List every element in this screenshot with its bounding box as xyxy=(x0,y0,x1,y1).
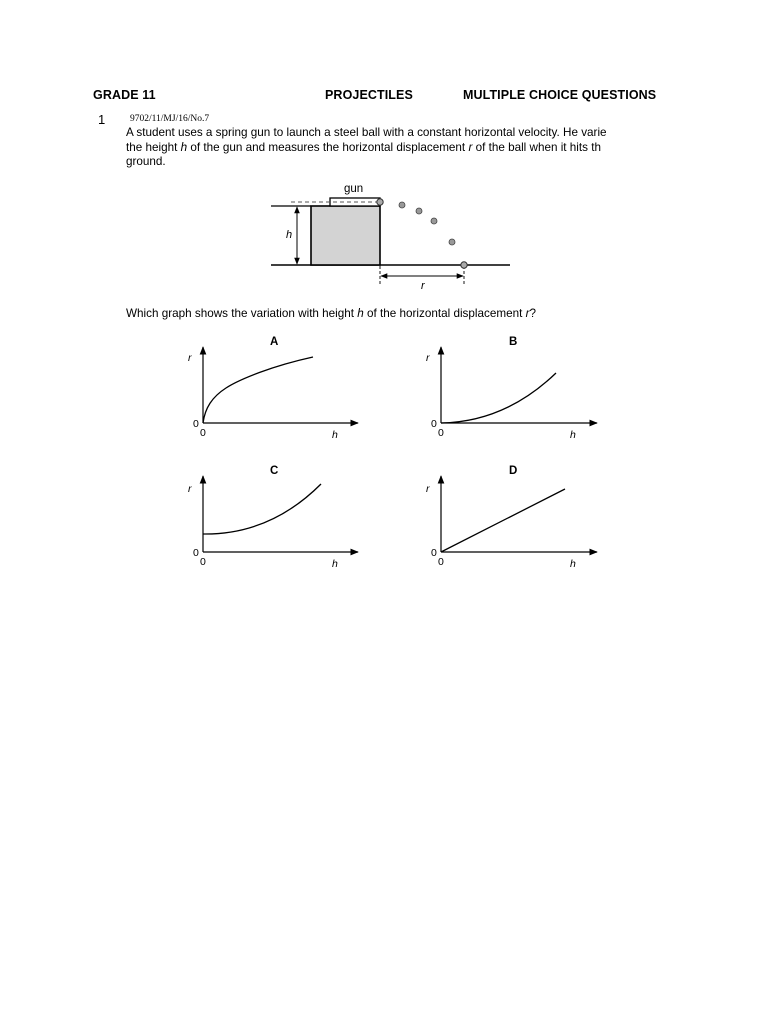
origin-y-label: 0 xyxy=(431,547,437,559)
ball-landing-position xyxy=(461,262,467,268)
ball-trajectory-point xyxy=(399,202,405,208)
origin-x-label: 0 xyxy=(438,556,444,568)
x-axis-label: h xyxy=(570,558,576,570)
origin-y-label: 0 xyxy=(193,418,199,430)
y-axis-label: r xyxy=(426,352,430,364)
height-variable: h xyxy=(180,140,188,154)
question-line-1-part: A student uses a spring gun to launch a steel ball with a constant horizontal velocity. He varie xyxy=(126,126,607,139)
ball-trajectory-point xyxy=(431,218,437,224)
y-axis-label: r xyxy=(188,352,192,364)
displacement-variable: r xyxy=(525,307,530,320)
curve-quadratic-with-intercept xyxy=(203,484,321,534)
question-number: 1 xyxy=(98,112,106,127)
ball-trajectory-point xyxy=(449,239,455,245)
header-type: MULTIPLE CHOICE QUESTIONS xyxy=(463,88,657,102)
origin-x-label: 0 xyxy=(200,556,206,568)
height-variable: h xyxy=(357,307,364,320)
table-block xyxy=(311,206,380,265)
ball-trajectory-point xyxy=(416,208,422,214)
x-axis-label: h xyxy=(332,429,338,441)
y-axis-label: r xyxy=(188,483,192,495)
question-line-3-part: ground. xyxy=(126,155,166,168)
question-line-2-part: of the ball when it hits th xyxy=(472,140,601,154)
question-line-2-part: of the gun and measures the horizontal displacement xyxy=(187,140,469,154)
prompt-part: of the horizontal displacement xyxy=(363,307,526,320)
ball-launch-position xyxy=(377,199,383,205)
x-axis-label: h xyxy=(570,429,576,441)
prompt-part: Which graph shows the variation with height xyxy=(126,307,358,320)
gun-label: gun xyxy=(344,183,364,195)
option-label-a: A xyxy=(270,336,279,348)
prompt-part: ? xyxy=(529,307,536,320)
curve-quadratic-from-origin xyxy=(441,373,556,423)
origin-y-label: 0 xyxy=(193,547,199,559)
range-label: r xyxy=(421,280,425,292)
y-axis-label: r xyxy=(426,483,430,495)
graph-option-c[interactable] xyxy=(188,465,358,570)
origin-y-label: 0 xyxy=(431,418,437,430)
height-label: h xyxy=(286,229,293,241)
graph-option-a[interactable] xyxy=(188,336,358,441)
spring-gun-diagram xyxy=(271,183,510,292)
option-label-c: C xyxy=(270,465,279,477)
curve-linear xyxy=(441,489,565,552)
graph-option-b[interactable] xyxy=(426,336,597,441)
header-topic: PROJECTILES xyxy=(325,88,413,102)
graph-option-d[interactable] xyxy=(426,465,597,570)
option-label-d: D xyxy=(509,465,518,477)
header-grade: GRADE 11 xyxy=(93,88,156,102)
question-line-2-part: the height xyxy=(126,140,181,154)
question-reference: 9702/11/MJ/16/No.7 xyxy=(130,114,210,124)
curve-square-root xyxy=(203,357,313,423)
displacement-variable: r xyxy=(468,140,473,154)
origin-x-label: 0 xyxy=(200,427,206,439)
option-label-b: B xyxy=(509,336,518,348)
origin-x-label: 0 xyxy=(438,427,444,439)
x-axis-label: h xyxy=(332,558,338,570)
